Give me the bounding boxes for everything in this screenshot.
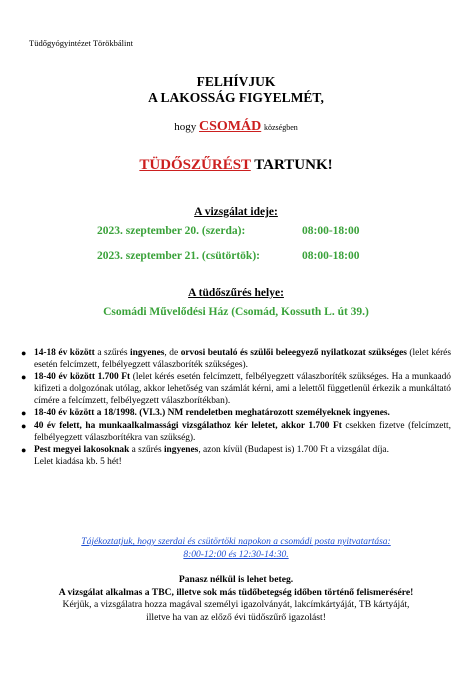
footer — [0, 574, 472, 624]
bullet-icon: ● — [21, 348, 27, 358]
date-2: 2023. szeptember 21. (csütörtök): — [97, 250, 260, 262]
headline-line-2: A LAKOSSÁG FIGYELMÉT, — [148, 90, 324, 105]
footer-line-4: illetve ha van az előző évi tüdőszűrő igazolást! — [146, 611, 326, 623]
post-office-hours — [0, 536, 472, 561]
location-prefix: hogy — [174, 121, 197, 133]
exam-place-heading: A tüdőszűrés helye: — [188, 287, 284, 299]
rule-item-2: ● 18-40 év között 1.700 Ft (lelet kérés esetén felcímzett, felbélyegzett válaszboríték szükséges. Ha a munkaadó kifizeti a dolgozónak utólag, akkor lehetőség van számlát kérni, ami a lelettől függetlenül érkezik a munkáltató címére a felcímzett, felbélyegzett válaszborítékban). — [21, 372, 451, 407]
announcement-highlight: TÜDŐSZŰRÉST — [139, 157, 251, 173]
announcement-rest: TARTUNK! — [254, 157, 333, 173]
town-name: CSOMÁD — [199, 119, 262, 134]
post-office-line-2: 8:00-12:00 és 12:30-14:30. — [183, 549, 289, 560]
footer-line-3: Kérjük, a vizsgálatra hozza magával személyi igazolványát, lakcímkártyáját, TB kártyáját, — [62, 599, 410, 611]
announcement-line — [0, 157, 472, 174]
rule-item-5: ● Pest megyei lakosoknak a szűrés ingyenes, azon kívül (Budapest is) 1.700 Ft a vizsgálat díja. — [21, 444, 389, 455]
post-office-line-1: Tájékoztatjuk, hogy szerdai és csütörtöki napokon a csomádi posta nyitvatartása: — [81, 537, 391, 547]
location-line — [0, 119, 472, 135]
bullet-icon: ● — [21, 420, 27, 431]
rule-item-1: ● 14-18 év között a szűrés ingyenes, de orvosi beutaló és szülői beleegyező nyilatkozat szükséges (lelet kérés esetén felcímzett, felbélyegzett válaszboríték szükséges). — [21, 348, 451, 371]
result-note: Lelet kiadása kb. 5 hét! — [34, 456, 122, 467]
rules-list — [21, 347, 451, 468]
footer-line-2: A vizsgálat alkalmas a TBC, illetve sok más tüdőbetegség időben történő felismerésére! — [58, 586, 414, 598]
rule-item-4: ● 40 év felett, ha munkaalkalmassági vizsgálathoz kér leletet, akkor 1.700 Ft csekken fizetve (felcímzett, felbélyegzett válaszborítékra van szükség). — [21, 420, 452, 443]
institution-name: Tüdőgyógyintézet Törökbálint — [29, 38, 133, 48]
headline-line-1: FELHÍVJUK — [196, 74, 276, 89]
headline — [0, 74, 472, 106]
exam-time-heading: A vizsgálat ideje: — [194, 206, 278, 218]
exam-place-address: Csomádi Művelődési Ház (Csomád, Kossuth L. út 39.) — [103, 306, 369, 318]
date-1: 2023. szeptember 20. (szerda): — [97, 225, 246, 237]
location-suffix: községben — [263, 123, 298, 132]
footer-line-1: Panasz nélkül is lehet beteg. — [178, 574, 294, 585]
bullet-icon: ● — [21, 444, 27, 455]
rule-item-3: ● 18-40 év között a 18/1998. (VI.3.) NM rendeletben meghatározott személyeknek ingyenes. — [21, 408, 390, 419]
bullet-icon: ● — [21, 372, 27, 383]
bullet-icon: ● — [21, 408, 27, 419]
time-2: 08:00-18:00 — [302, 250, 360, 262]
time-1: 08:00-18:00 — [302, 225, 360, 237]
